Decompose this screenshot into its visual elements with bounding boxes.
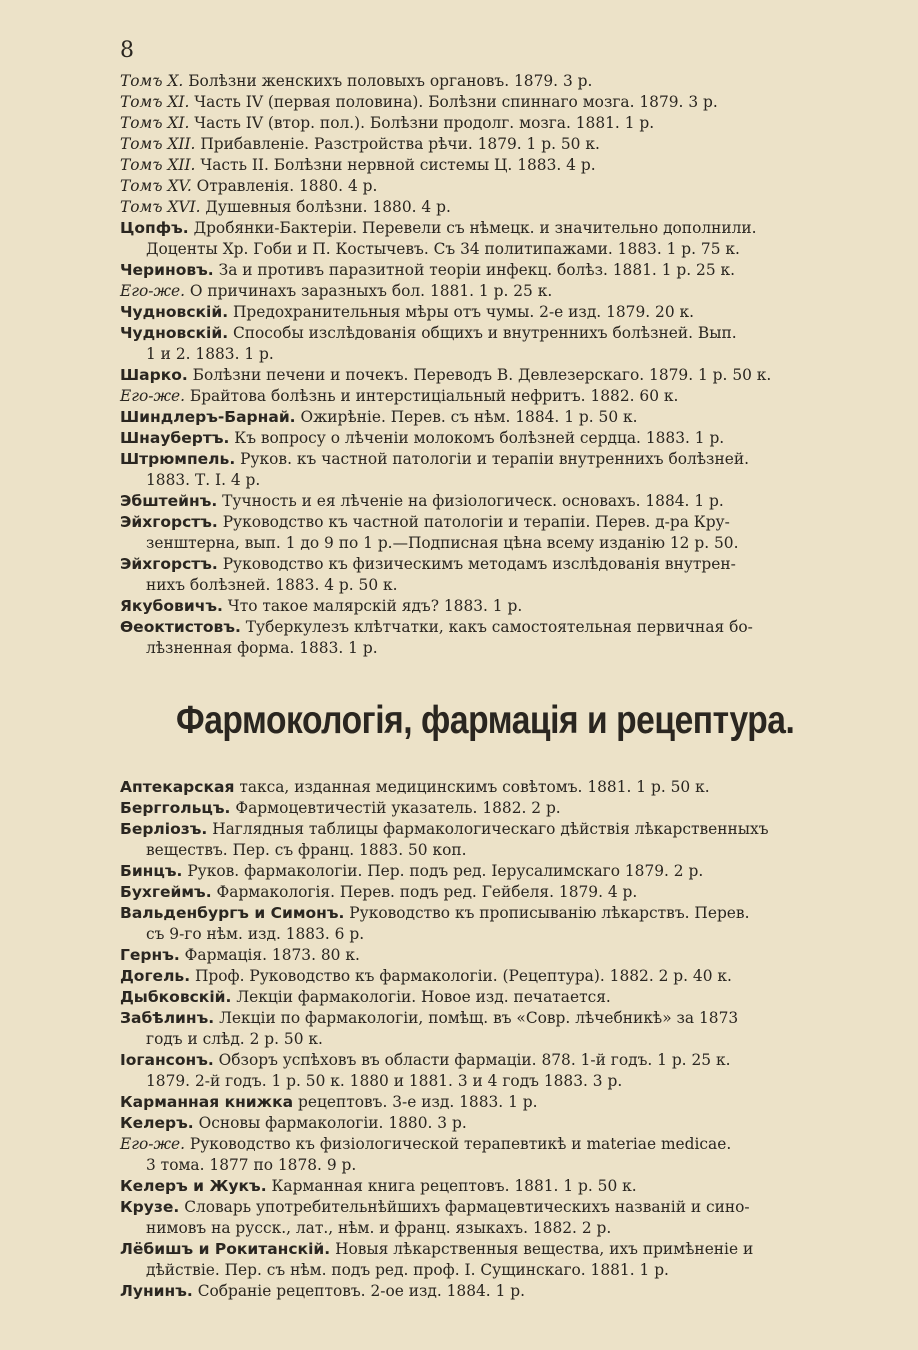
entry-author: Штрюмпель. xyxy=(120,450,236,468)
catalog-entry xyxy=(120,777,870,798)
catalog-entry xyxy=(120,260,870,281)
entry-text: Душевныя болѣзни. 1880. 4 р. xyxy=(205,198,451,216)
entry-author: Лёбишъ и Рокитанскій. xyxy=(120,1240,331,1258)
entry-author: Цопфъ. xyxy=(120,219,189,237)
entry-author: Томъ XI. xyxy=(120,93,190,111)
catalog-entry xyxy=(120,882,870,903)
entry-text: О причинахъ заразныхъ бол. 1881. 1 р. 25 к. xyxy=(189,282,553,300)
entry-text: Фармоцевтичестій указатель. 1882. 2 р. xyxy=(235,799,561,817)
catalog-list-pharmacology xyxy=(120,777,870,1302)
catalog-entry xyxy=(120,596,870,617)
catalog-entry xyxy=(120,113,870,134)
entry-author: Гернъ. xyxy=(120,946,180,964)
catalog-entry xyxy=(120,197,870,218)
entry-author: Его-же. xyxy=(120,387,185,405)
entry-author: Томъ XVI. xyxy=(120,198,201,216)
catalog-entry xyxy=(120,1134,870,1176)
catalog-entry xyxy=(120,218,870,260)
entry-author: Догель. xyxy=(120,967,191,985)
entry-author: Забѣлинъ. xyxy=(120,1009,215,1027)
catalog-entry xyxy=(120,819,870,861)
entry-author: Шиндлеръ-Барнай. xyxy=(120,408,296,426)
catalog-entry xyxy=(120,449,870,491)
entry-text: Новыя лѣкарственныя вещества, ихъ примѣненіе и xyxy=(335,1240,754,1258)
catalog-entry xyxy=(120,92,870,113)
entry-author: Бинцъ. xyxy=(120,862,183,880)
entry-author: Келеръ. xyxy=(120,1114,194,1132)
entry-author: Берліозъ. xyxy=(120,820,208,838)
catalog-entry xyxy=(120,428,870,449)
entry-text: Лекціи по фармакологіи, помѣщ. въ «Совр. лѣчебникѣ» за 1873 xyxy=(219,1009,739,1027)
catalog-entry xyxy=(120,155,870,176)
entry-author: Дыбковскій. xyxy=(120,988,232,1006)
catalog-entry xyxy=(120,323,870,365)
entry-text: Руководство къ физіологической терапевтикѣ и materiae medicae. xyxy=(189,1135,732,1153)
entry-text: Болѣзни женскихъ половыхъ органовъ. 1879. 3 р. xyxy=(188,72,593,90)
entry-text: Болѣзни печени и почекъ. Переводъ В. Девлезерскаго. 1879. 1 р. 50 к. xyxy=(192,366,772,384)
entry-continuation: 1883. Т. I. 4 р. xyxy=(146,471,261,489)
entry-author: Вальденбургъ и Симонъ. xyxy=(120,904,345,922)
entry-text: Тучность и ея лѣченіе на физіологическ. основахъ. 1884. 1 р. xyxy=(222,492,724,510)
entry-continuation: дѣйствіе. Пер. съ нѣм. подъ ред. проф. І. Сущинскаго. 1881. 1 р. xyxy=(146,1261,669,1279)
catalog-entry xyxy=(120,1008,870,1050)
entry-author: Берггольцъ. xyxy=(120,799,231,817)
entry-text: Часть IV (первая половина). Болѣзни спиннаго мозга. 1879. 3 р. xyxy=(194,93,718,111)
entry-author: Чудновскій. xyxy=(120,324,229,342)
catalog-entry xyxy=(120,861,870,882)
catalog-entry xyxy=(120,134,870,155)
entry-text: Дробянки-Бактеріи. Перевели съ нѣмецк. и значительно дополнили. xyxy=(193,219,757,237)
entry-author: Его-же. xyxy=(120,1135,185,1153)
entry-text: Прибавленіе. Разстройства рѣчи. 1879. 1 р. 50 к. xyxy=(200,135,600,153)
entry-author: Его-же. xyxy=(120,282,185,300)
section-heading: Фармокологія, фармація и рецептура. xyxy=(176,699,795,742)
entry-text: Наглядныя таблицы фармакологическаго дѣйствія лѣкарственныхъ xyxy=(212,820,769,838)
entry-text: Руководство къ прописыванію лѣкарствъ. Перев. xyxy=(349,904,750,922)
entry-text: Руководство къ частной патологіи и терапіи. Перев. д-ра Кру- xyxy=(222,513,730,531)
entry-author: Крузе. xyxy=(120,1198,180,1216)
catalog-entry xyxy=(120,491,870,512)
entry-text: Къ вопросу о лѣченіи молокомъ болѣзней сердца. 1883. 1 р. xyxy=(234,429,725,447)
entry-author: Іогансонъ. xyxy=(120,1051,214,1069)
catalog-entry xyxy=(120,1239,870,1281)
entry-text: рецептовъ. 3-е изд. 1883. 1 р. xyxy=(297,1093,538,1111)
entry-author: Эйхгорстъ. xyxy=(120,513,218,531)
entry-text: Предохранительныя мѣры отъ чумы. 2-е изд. 1879. 20 к. xyxy=(233,303,695,321)
entry-text: Фармація. 1873. 80 к. xyxy=(184,946,360,964)
entry-text: Руководство къ физическимъ методамъ изслѣдованія внутрен- xyxy=(222,555,736,573)
entry-continuation: годъ и слѣд. 2 р. 50 к. xyxy=(146,1030,323,1048)
entry-text: Фармакологія. Перев. подъ ред. Гейбеля. 1879. 4 р. xyxy=(216,883,638,901)
catalog-entry xyxy=(120,987,870,1008)
entry-author: Томъ X. xyxy=(120,72,184,90)
catalog-entry xyxy=(120,1113,870,1134)
entry-continuation: нихъ болѣзней. 1883. 4 р. 50 к. xyxy=(146,576,398,594)
entry-author: Эйхгорстъ. xyxy=(120,555,218,573)
entry-text: Брайтова болѣзнь и интерстиціальный нефритъ. 1882. 60 к. xyxy=(189,387,679,405)
catalog-entry xyxy=(120,386,870,407)
entry-continuation: Доценты Хр. Гоби и П. Костычевъ. Съ 34 политипажами. 1883. 1 р. 75 к. xyxy=(146,240,740,258)
entry-author: Томъ XII. xyxy=(120,156,196,174)
catalog-entry xyxy=(120,1092,870,1113)
entry-text: Основы фармакологіи. 1880. 3 р. xyxy=(198,1114,467,1132)
entry-text: такса, изданная медицинскимъ совѣтомъ. 1881. 1 р. 50 к. xyxy=(239,778,710,796)
entry-text: Обзоръ успѣховъ въ области фармаціи. 878. 1-й годъ. 1 р. 25 к. xyxy=(218,1051,731,1069)
entry-text: Ожирѣніе. Перев. съ нѣм. 1884. 1 р. 50 к. xyxy=(300,408,638,426)
entry-text: Часть IV (втор. пол.). Болѣзни продолг. мозга. 1881. 1 р. xyxy=(194,114,655,132)
entry-text: Часть II. Болѣзни нервной системы Ц. 1883. 4 р. xyxy=(200,156,596,174)
catalog-entry xyxy=(120,945,870,966)
catalog-entry xyxy=(120,798,870,819)
entry-continuation: лѣзненная форма. 1883. 1 р. xyxy=(146,639,378,657)
entry-text: Руков. фармакологіи. Пер. подъ ред. Іерусалимскаго 1879. 2 р. xyxy=(187,862,704,880)
entry-continuation: веществъ. Пер. съ франц. 1883. 50 коп. xyxy=(146,841,467,859)
entry-author: Томъ XV. xyxy=(120,177,192,195)
entry-author: Томъ XII. xyxy=(120,135,196,153)
entry-author: Келеръ и Жукъ. xyxy=(120,1177,267,1195)
entry-author: Эбштейнъ. xyxy=(120,492,218,510)
catalog-entry xyxy=(120,281,870,302)
entry-continuation: 1879. 2-й годъ. 1 р. 50 к. 1880 и 1881. 3 и 4 годъ 1883. 3 р. xyxy=(146,1072,623,1090)
catalog-list-pathology xyxy=(120,71,870,659)
entry-text: Собраніе рецептовъ. 2-ое изд. 1884. 1 р. xyxy=(197,1282,526,1300)
entry-text: Словарь употребительнѣйшихъ фармацевтическихъ названій и сино- xyxy=(184,1198,750,1216)
catalog-entry xyxy=(120,1176,870,1197)
entry-author: Якубовичъ. xyxy=(120,597,223,615)
entry-author: Шарко. xyxy=(120,366,188,384)
entry-continuation: нимовъ на русск., лат., нѣм. и франц. языкахъ. 1882. 2 р. xyxy=(146,1219,612,1237)
entry-text: Проф. Руководство къ фармакологіи. (Рецептура). 1882. 2 р. 40 к. xyxy=(195,967,732,985)
catalog-entry xyxy=(120,617,870,659)
entry-text: Отравленія. 1880. 4 р. xyxy=(196,177,378,195)
entry-text: Туберкулезъ клѣтчатки, какъ самостоятельная первичная бо- xyxy=(245,618,753,636)
catalog-entry xyxy=(120,302,870,323)
entry-author: Аптекарская xyxy=(120,778,235,796)
entry-author: Чериновъ. xyxy=(120,261,214,279)
entry-author: Карманная книжка xyxy=(120,1093,294,1111)
entry-author: Шнаубертъ. xyxy=(120,429,230,447)
catalog-entry xyxy=(120,365,870,386)
entry-text: Руков. къ частной патологіи и терапіи внутреннихъ болѣзней. xyxy=(240,450,749,468)
entry-text: Что такое малярскій ядъ? 1883. 1 р. xyxy=(227,597,523,615)
catalog-entry xyxy=(120,554,870,596)
entry-text: Карманная книга рецептовъ. 1881. 1 р. 50 к. xyxy=(271,1177,637,1195)
entry-continuation: 1 и 2. 1883. 1 р. xyxy=(146,345,274,363)
catalog-entry xyxy=(120,407,870,428)
entry-text: Способы изслѣдованія общихъ и внутреннихъ болѣзней. Вып. xyxy=(233,324,737,342)
catalog-entry xyxy=(120,71,870,92)
entry-author: Бухгеймъ. xyxy=(120,883,212,901)
entry-author: Лунинъ. xyxy=(120,1282,193,1300)
catalog-entry xyxy=(120,1197,870,1239)
entry-continuation: съ 9-го нѣм. изд. 1883. 6 р. xyxy=(146,925,365,943)
catalog-entry xyxy=(120,966,870,987)
entry-continuation: 3 тома. 1877 по 1878. 9 р. xyxy=(146,1156,357,1174)
entry-text: Лекціи фармакологіи. Новое изд. печатается. xyxy=(236,988,611,1006)
entry-author: Чудновскій. xyxy=(120,303,229,321)
entry-text: За и противъ паразитной теоріи инфекц. болѣз. 1881. 1 р. 25 к. xyxy=(218,261,736,279)
entry-author: Ѳеоктистовъ. xyxy=(120,618,241,636)
catalog-entry xyxy=(120,1281,870,1302)
catalog-entry xyxy=(120,903,870,945)
page-number: 8 xyxy=(120,38,134,63)
entry-author: Томъ XI. xyxy=(120,114,190,132)
catalog-entry xyxy=(120,176,870,197)
entry-continuation: зенштерна, вып. 1 до 9 по 1 р.—Подписная цѣна всему изданію 12 р. 50. xyxy=(146,534,739,552)
catalog-entry xyxy=(120,1050,870,1092)
catalog-entry xyxy=(120,512,870,554)
